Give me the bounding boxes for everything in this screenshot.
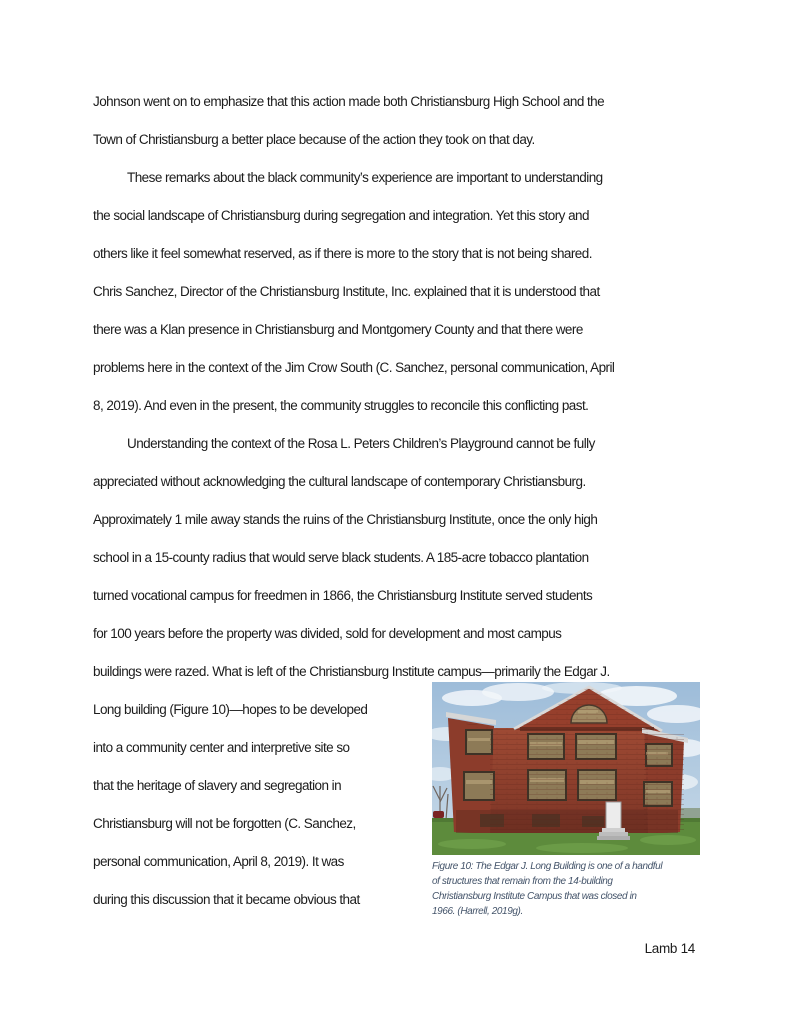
body-text-line: appreciated without acknowledging the cultural landscape of contemporary Christiansburg. xyxy=(93,474,586,489)
brick-texture-right xyxy=(644,734,684,834)
body-text-line: turned vocational campus for freedmen in 1866, the Christiansburg Institute served students xyxy=(93,588,593,603)
figure-10 xyxy=(432,682,700,919)
figure-10-photo xyxy=(432,682,700,855)
body-text-line: problems here in the context of the Jim Crow South (C. Sanchez, personal communication, April xyxy=(93,360,615,375)
body-text-line: These remarks about the black community’s experience are important to understanding xyxy=(127,170,603,185)
body-text-line: Johnson went on to emphasize that this action made both Christiansburg High School and the xyxy=(93,94,605,109)
body-text-line: others like it feel somewhat reserved, as if there is more to the story that is not being shared. xyxy=(93,246,592,261)
body-text-line: personal communication, April 8, 2019). It was xyxy=(93,854,344,869)
body-text-line: Chris Sanchez, Director of the Christiansburg Institute, Inc. explained that it is understood that xyxy=(93,284,600,299)
white-door xyxy=(606,802,621,829)
body-text-line: during this discussion that it became obvious that xyxy=(93,892,360,907)
body-text-line: Approximately 1 mile away stands the ruins of the Christiansburg Institute, once the only high xyxy=(93,512,598,527)
body-text-line: for 100 years before the property was divided, sold for development and most campus xyxy=(93,626,562,641)
body-text-line: 8, 2019). And even in the present, the community struggles to reconcile this conflicting past. xyxy=(93,398,589,413)
body-text-line: there was a Klan presence in Christiansburg and Montgomery County and that there were xyxy=(93,322,583,337)
brick-texture-center xyxy=(494,728,648,834)
body-text-line: Town of Christiansburg a better place because of the action they took on that day. xyxy=(93,132,535,147)
figure-caption-line: of structures that remain from the 14-building xyxy=(432,876,613,887)
parked-car xyxy=(433,811,444,818)
body-text-line: that the heritage of slavery and segregation in xyxy=(93,778,342,793)
body-text-line: school in a 15-county radius that would serve black students. A 185-acre tobacco plantation xyxy=(93,550,589,565)
figure-caption-line: Christiansburg Institute Campus that was closed in xyxy=(432,891,637,902)
body-text-line: buildings were razed. What is left of the Christiansburg Institute campus—primarily the Edgar J. xyxy=(93,664,610,679)
figure-caption-line: 1966. (Harrell, 2019g). xyxy=(432,906,523,917)
body-text-line: into a community center and interpretive site so xyxy=(93,740,350,755)
figure-10-caption xyxy=(432,859,700,919)
body-text-line: Understanding the context of the Rosa L. Peters Children’s Playground cannot be fully xyxy=(127,436,595,451)
figure-caption-line: Figure 10: The Edgar J. Long Building is one of a handful xyxy=(432,861,663,872)
body-text-line: Long building (Figure 10)—hopes to be developed xyxy=(93,702,368,717)
body-text-line: Christiansburg will not be forgotten (C. Sanchez, xyxy=(93,816,356,831)
page-number: Lamb 14 xyxy=(644,941,695,956)
body-text-line: the social landscape of Christiansburg during segregation and integration. Yet this story and xyxy=(93,208,589,223)
